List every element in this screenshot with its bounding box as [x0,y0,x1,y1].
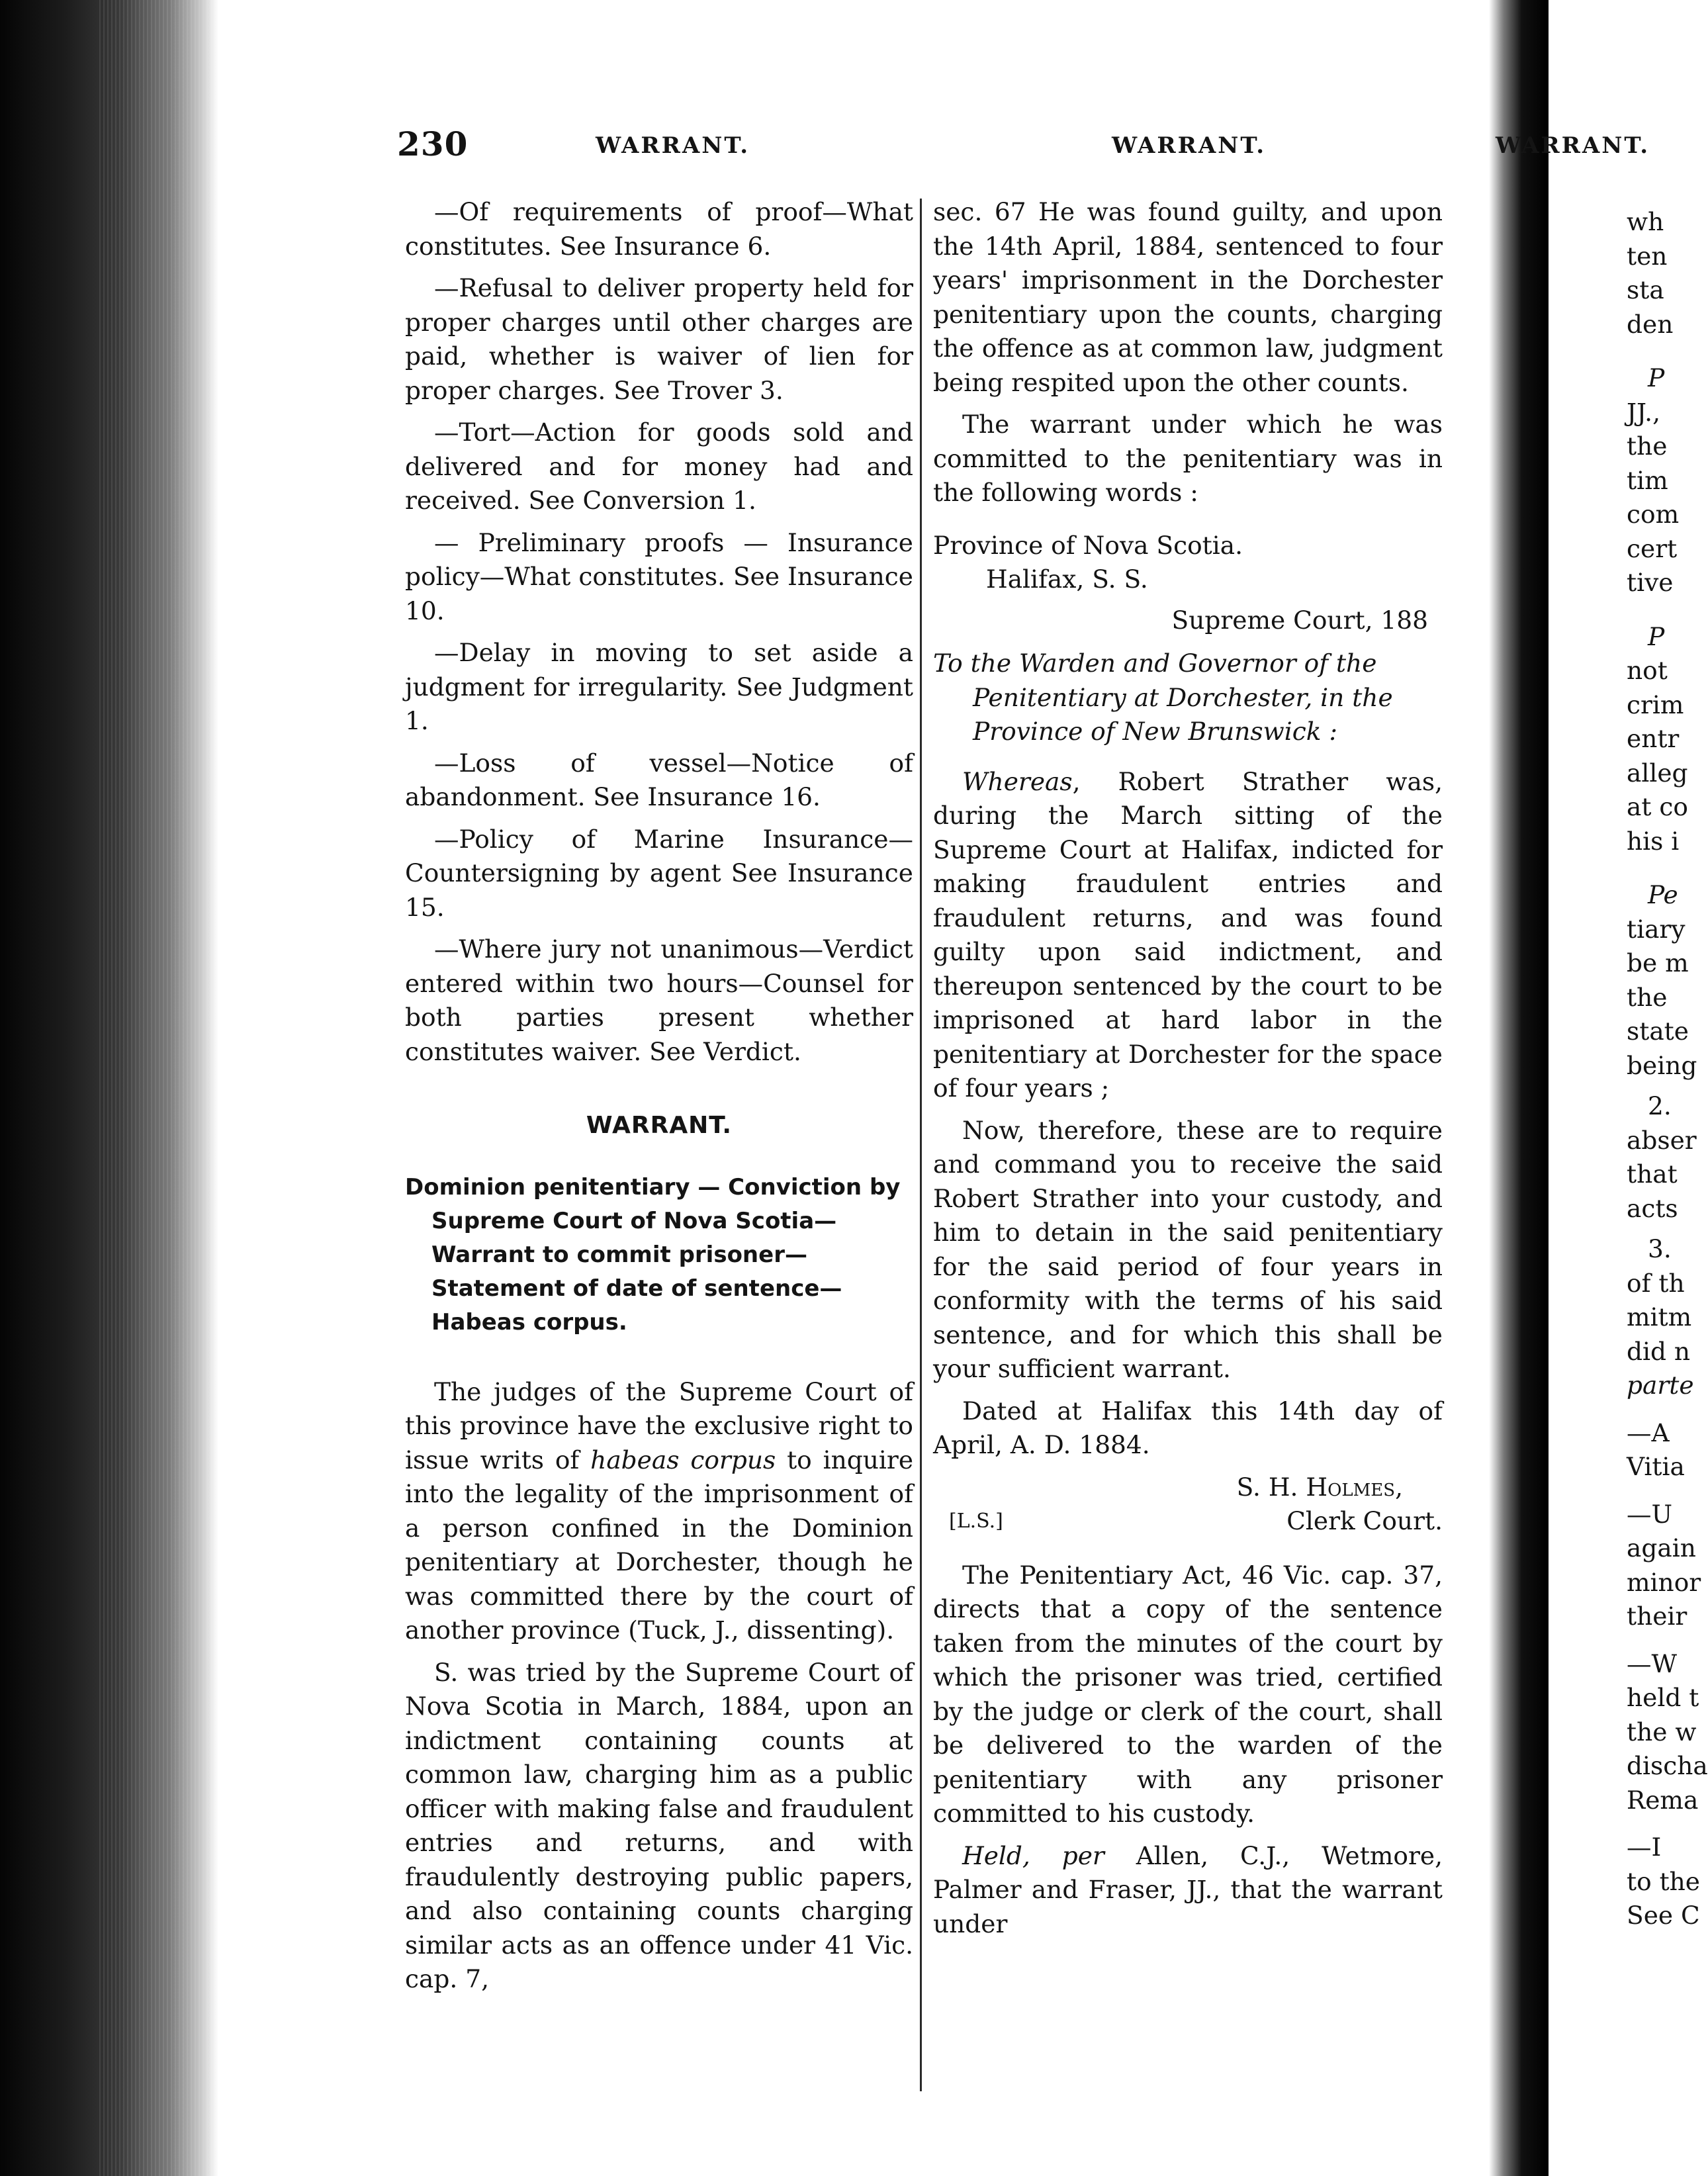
warrant-intro: The warrant under which he was committed to the penitentiary was in the following words : [933,410,1443,507]
facing-line-fragment: wh [1627,207,1664,236]
facing-line-fragment: See C [1627,1901,1700,1930]
syllabus-paragraph: The judges of the Supreme Court of this province have the exclusive right to issue writs of habeas corpus to inquire into the legality of the imprisonment of a person confined in the Dominion penitentiary at Dorchester, though he was committed there by the court of another province (Tuck, J., dissenting). [405,1377,914,1645]
facing-line-fragment: cert [1627,533,1678,563]
facing-line-fragment: P [1648,621,1665,651]
facing-line-fragment: that [1627,1159,1678,1189]
facing-line-fragment: 2. [1648,1091,1672,1120]
right-column [933,195,1443,1949]
facts-continuation: sec. 67 He was found guilty, and upon the 14th April, 1884, sentenced to four years' imprisonment in the Dorchester penitentiary upon the counts, charging the offence as at common law, judgment being respited upon the other counts. [933,197,1443,397]
seal-mark: [L.S.] [949,1510,1003,1533]
facing-line-fragment: being [1627,1050,1697,1080]
index-entry: —Of requirements of proof—What constitutes. See Insurance 6. [405,197,913,261]
facing-line-fragment: tive [1627,568,1674,597]
facing-line-fragment: entr [1627,724,1680,753]
index-entry: — Preliminary proofs — Insurance policy—What constitutes. See Insurance 10. [405,527,913,625]
index-entry: —Where jury not unanimous—Verdict entered within two hours—Counsel for both parties present whether constitutes waiver. See Verdict. [405,934,913,1066]
facing-line-fragment: minor [1627,1567,1701,1597]
left-column [405,195,913,2005]
index-entry: —Delay in moving to set aside a judgment for irregularity. See Judgment 1. [405,638,913,735]
facing-line-fragment: crim [1627,690,1684,719]
facing-line-fragment: his i [1627,826,1680,856]
facing-line-fragment: not [1627,656,1668,685]
page-number: 230 [397,124,469,163]
facing-line-fragment: Vitia [1627,1452,1685,1481]
warrant-command: Now, therefore, these are to require and command you to receive the said Robert Strather into your custody, and him to detain in the said penitentiary for the said period of four years in conformity with the terms of his said sentence, and for which this shall be your sufficient warrant. [933,1115,1443,1383]
facing-line-fragment: the [1627,431,1668,461]
signature-line [933,1504,1443,1539]
headnote: Dominion penitentiary — Conviction by Supreme Court of Nova Scotia—Warrant to commit prisoner— Statement of date of sentence—Habeas corpus. [405,1173,901,1336]
holding-paragraph: Held, per Allen, C.J., Wetmore, Palmer and Fraser, JJ., that the warrant under [933,1840,1443,1938]
warrant-county: Halifax, S. S. [986,565,1148,594]
facing-line-fragment: their [1627,1602,1687,1631]
facing-line-fragment: sta [1627,275,1664,304]
facing-line-fragment: acts [1627,1193,1678,1223]
warrant-whereas: Whereas, Robert Strather was, during the March sitting of the Supreme Court at Halifax, indicted for making fraudulent entries and fraudulent returns, and was found guilty upon said indictment, and thereupon sentenced by the court to be imprisoned at hard labor in the penitentiary at Dorchester for the space of four years ; [933,766,1443,1103]
facing-page-fragment [1496,113,1708,2098]
facing-line-fragment: com [1627,500,1680,529]
warrant-court: Supreme Court, 188 [1171,605,1428,635]
facing-line-fragment: of th [1627,1268,1685,1298]
book-page [397,113,1443,2138]
facing-line-fragment: —U [1627,1499,1673,1529]
facing-line-fragment: ten [1627,241,1668,271]
facing-line-fragment: mitm [1627,1302,1692,1332]
running-head-right: WARRANT. [1112,132,1267,159]
facing-line-fragment: tiary [1627,914,1686,944]
facing-line-fragment: to the [1627,1866,1700,1896]
facing-line-fragment: tim [1627,465,1668,495]
index-entry: —Refusal to deliver property held for proper charges until other charges are paid, whether is waiver of lien for proper charges. See Trover 3. [405,273,913,405]
warrant-addressee: To the Warden and Governor of the Penitentiary at Dorchester, in the Province of New Brunswick : [933,649,1393,746]
signature-name: S. H. Holmes, [1236,1472,1403,1502]
facing-line-fragment: JJ., [1627,397,1660,427]
facing-line-fragment: —I [1627,1833,1662,1862]
facing-line-fragment: be m [1627,948,1689,977]
facing-line-fragment: Pe [1648,880,1678,909]
facing-line-fragment: state [1627,1017,1689,1046]
column-divider [920,199,922,2091]
facing-line-fragment: parte [1627,1371,1694,1400]
facing-line-fragment: did n [1627,1336,1691,1366]
facing-line-fragment: discha [1627,1751,1708,1780]
facing-line-fragment: alleg [1627,758,1688,788]
facing-line-fragment: again [1627,1533,1696,1563]
book-gutter [1489,0,1549,2176]
italic-phrase: habeas corpus [590,1445,776,1474]
warrant-province: Province of Nova Scotia. [933,530,1243,560]
facing-line-fragment: P [1648,363,1665,392]
facing-line-fragment: —W [1627,1649,1678,1678]
index-entry: —Loss of vessel—Notice of abandonment. See Insurance 16. [405,748,913,811]
facing-running-head: WARRANT. [1496,132,1650,159]
facing-line-fragment: abser [1627,1125,1697,1155]
index-entry: —Policy of Marine Insurance—Countersigning by agent See Insurance 15. [405,824,913,922]
facts-paragraph: S. was tried by the Supreme Court of Nova Scotia in March, 1884, upon an indictment containing counts at common law, charging him as a public officer with making false and fraudulent entries and returns, and with fraudulently destroying public papers, and also containing counts charging similar acts as an offence under 41 Vic. cap. 7, [405,1657,913,1993]
facing-line-fragment: —A [1627,1418,1670,1447]
facing-line-fragment: den [1627,309,1674,339]
facing-line-fragment: at co [1627,792,1688,821]
facing-line-fragment: the w [1627,1717,1697,1746]
facing-line-fragment: Rema [1627,1785,1699,1815]
facing-line-fragment: 3. [1648,1234,1672,1263]
facing-line-fragment: the [1627,982,1668,1012]
book-page-stack [99,0,218,2176]
statute-paragraph: The Penitentiary Act, 46 Vic. cap. 37, directs that a copy of the sentence taken from the minutes of the court by which the prisoner was tried, certified by the judge or clerk of the court, shall be delivered to the warden of the penitentiary with any prisoner committed to his custody. [933,1560,1443,1828]
section-heading: WARRANT. [586,1112,733,1139]
running-head-left: WARRANT. [596,132,750,159]
signature-title: Clerk Court. [1286,1506,1443,1535]
index-entry: —Tort—Action for goods sold and delivered and for money had and received. See Conversion 1. [405,418,913,515]
warrant-dated: Dated at Halifax this 14th day of April, A. D. 1884. [933,1396,1443,1459]
facing-line-fragment: held t [1627,1683,1699,1712]
